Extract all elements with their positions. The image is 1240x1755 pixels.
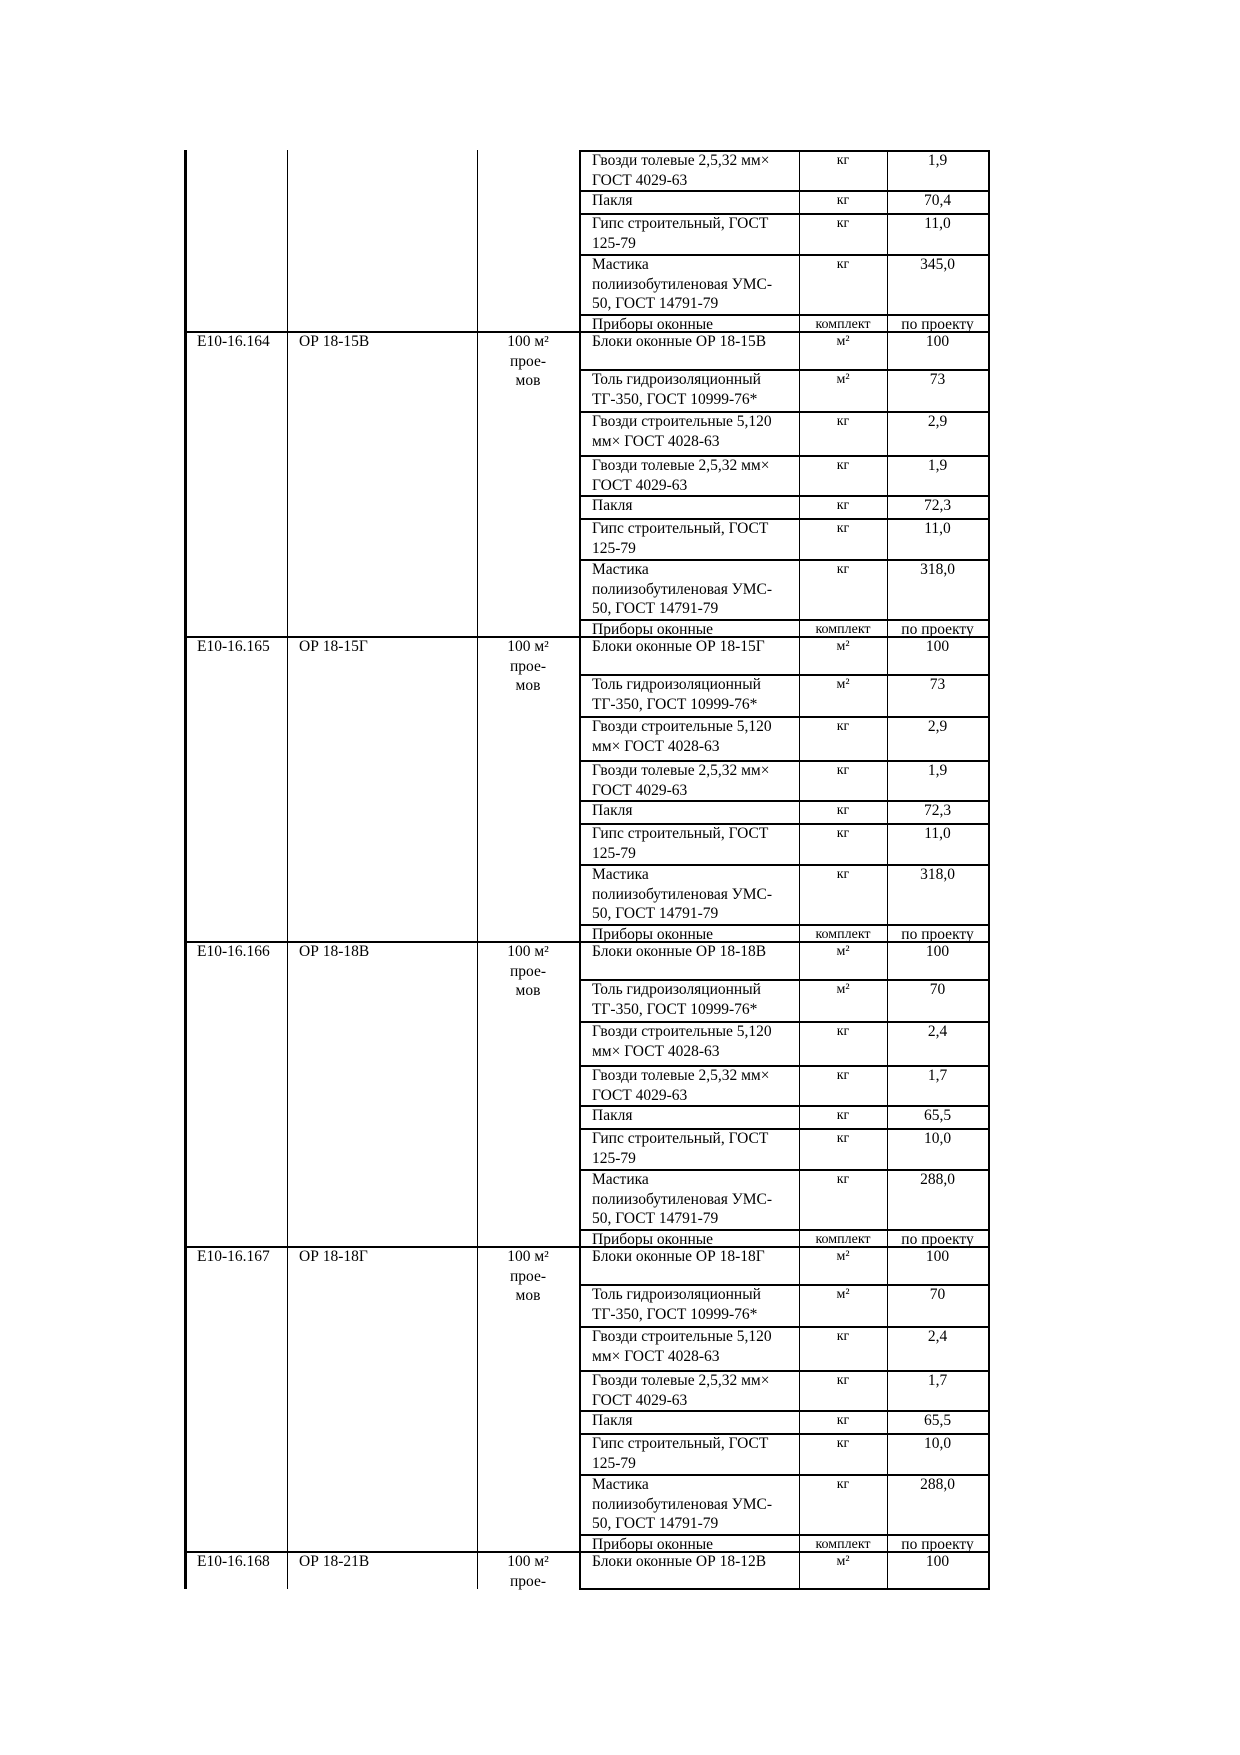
material-quantity: 11,0 <box>924 520 951 537</box>
material-name: Пакля <box>592 497 633 514</box>
material-name: Приборы оконные <box>592 1231 714 1248</box>
material-name: Гвозди толевые 2,5,32 мм× ГОСТ 4029-63 <box>592 152 770 189</box>
material-unit: м² <box>836 334 850 349</box>
material-quantity: 318,0 <box>920 561 955 578</box>
material-quantity: по проекту <box>901 926 974 943</box>
table-left-border <box>184 150 187 1589</box>
material-quantity: 1,9 <box>927 762 948 779</box>
norm-code: Е10-16.167 <box>197 1248 270 1265</box>
material-unit: кг <box>836 257 850 272</box>
material-name: Гвозди толевые 2,5,32 мм× ГОСТ 4029-63 <box>592 457 770 494</box>
material-name: Толь гидроизоляционный ТГ-350, ГОСТ 10999-76* <box>592 1286 761 1323</box>
material-unit: комплект <box>815 622 871 637</box>
unit-of-measure: 100 м² прое- мов <box>507 638 549 694</box>
material-name: Пакля <box>592 1107 633 1124</box>
material-unit: кг <box>836 521 850 536</box>
material-name: Пакля <box>592 192 633 209</box>
window-type: ОР 18-15Г <box>299 638 368 655</box>
material-quantity: 11,0 <box>924 825 951 842</box>
table-right-border <box>988 150 990 1589</box>
material-unit: комплект <box>815 1232 871 1247</box>
material-unit: кг <box>836 1477 850 1492</box>
material-name: Приборы оконные <box>592 316 714 333</box>
material-quantity: 2,9 <box>927 413 948 430</box>
column-divider <box>579 150 581 1589</box>
material-name: Гвозди толевые 2,5,32 мм× ГОСТ 4029-63 <box>592 1372 770 1409</box>
material-name: Гипс строительный, ГОСТ 125-79 <box>592 215 769 252</box>
material-unit: кг <box>836 153 850 168</box>
material-quantity: 1,9 <box>927 457 948 474</box>
material-quantity: 2,9 <box>927 718 948 735</box>
material-quantity: 288,0 <box>920 1171 955 1188</box>
material-unit: кг <box>836 1436 850 1451</box>
material-unit: кг <box>836 1108 850 1123</box>
material-name: Блоки оконные ОР 18-18Г <box>592 1248 765 1265</box>
material-name: Гипс строительный, ГОСТ 125-79 <box>592 520 769 557</box>
window-type: ОР 18-21В <box>299 1553 370 1570</box>
material-quantity: по проекту <box>901 316 974 333</box>
material-name: Приборы оконные <box>592 621 714 638</box>
window-type: ОР 18-18Г <box>299 1248 368 1265</box>
column-divider <box>287 150 288 1589</box>
material-unit: кг <box>836 1413 850 1428</box>
material-unit: кг <box>836 414 850 429</box>
material-name: Мастика полиизобутиленовая УМС- 50, ГОСТ 14791-79 <box>592 256 772 312</box>
material-name: Пакля <box>592 802 633 819</box>
material-name: Толь гидроизоляционный ТГ-350, ГОСТ 10999-76* <box>592 676 761 713</box>
material-name: Гвозди толевые 2,5,32 мм× ГОСТ 4029-63 <box>592 762 770 799</box>
material-name: Гвозди толевые 2,5,32 мм× ГОСТ 4029-63 <box>592 1067 770 1104</box>
material-quantity: 100 <box>925 333 950 350</box>
material-unit: м² <box>836 372 850 387</box>
window-type: ОР 18-18В <box>299 943 370 960</box>
table-bottom-border <box>579 1588 990 1590</box>
material-quantity: 318,0 <box>920 866 955 883</box>
material-unit: комплект <box>815 317 871 332</box>
material-name: Приборы оконные <box>592 1536 714 1553</box>
material-quantity: 73 <box>929 676 946 693</box>
material-name: Пакля <box>592 1412 633 1429</box>
material-unit: м² <box>836 639 850 654</box>
material-name: Блоки оконные ОР 18-15В <box>592 333 767 350</box>
material-quantity: 70 <box>929 1286 946 1303</box>
material-quantity: 100 <box>925 1553 950 1570</box>
material-quantity: 288,0 <box>920 1476 955 1493</box>
material-unit: кг <box>836 719 850 734</box>
material-quantity: по проекту <box>901 1536 974 1553</box>
unit-of-measure: 100 м² прое- <box>507 1553 549 1590</box>
material-quantity: 100 <box>925 1248 950 1265</box>
unit-of-measure: 100 м² прое- мов <box>507 1248 549 1304</box>
material-unit: кг <box>836 458 850 473</box>
material-name: Приборы оконные <box>592 926 714 943</box>
material-quantity: 65,5 <box>923 1412 952 1429</box>
norm-code: Е10-16.165 <box>197 638 270 655</box>
material-quantity: 11,0 <box>924 215 951 232</box>
material-unit: кг <box>836 1131 850 1146</box>
material-unit: комплект <box>815 1537 871 1552</box>
norm-code: Е10-16.166 <box>197 943 270 960</box>
material-quantity: 70 <box>929 981 946 998</box>
material-unit: комплект <box>815 927 871 942</box>
material-quantity: 100 <box>925 638 950 655</box>
unit-of-measure: 100 м² прое- мов <box>507 943 549 999</box>
material-quantity: 345,0 <box>920 256 955 273</box>
material-name: Гипс строительный, ГОСТ 125-79 <box>592 1435 769 1472</box>
material-name: Толь гидроизоляционный ТГ-350, ГОСТ 10999-76* <box>592 371 761 408</box>
material-name: Гвозди строительные 5,120 мм× ГОСТ 4028-63 <box>592 1328 772 1365</box>
material-quantity: 1,7 <box>927 1372 948 1389</box>
material-name: Блоки оконные ОР 18-15Г <box>592 638 765 655</box>
material-quantity: 2,4 <box>927 1328 948 1345</box>
material-quantity: 10,0 <box>923 1130 952 1147</box>
material-name: Гипс строительный, ГОСТ 125-79 <box>592 1130 769 1167</box>
material-quantity: по проекту <box>901 621 974 638</box>
material-quantity: 1,7 <box>927 1067 948 1084</box>
material-quantity: 1,9 <box>927 152 948 169</box>
unit-of-measure: 100 м² прое- мов <box>507 333 549 389</box>
material-name: Мастика полиизобутиленовая УМС- 50, ГОСТ 14791-79 <box>592 1476 772 1532</box>
material-name: Гвозди строительные 5,120 мм× ГОСТ 4028-63 <box>592 1023 772 1060</box>
material-unit: кг <box>836 803 850 818</box>
norm-code: Е10-16.164 <box>197 333 270 350</box>
norm-code: Е10-16.168 <box>197 1553 270 1570</box>
material-unit: м² <box>836 1249 850 1264</box>
material-name: Толь гидроизоляционный ТГ-350, ГОСТ 10999-76* <box>592 981 761 1018</box>
window-type: ОР 18-15В <box>299 333 370 350</box>
material-unit: м² <box>836 677 850 692</box>
material-quantity: 100 <box>925 943 950 960</box>
material-quantity: 65,5 <box>923 1107 952 1124</box>
material-quantity: 70,4 <box>923 192 952 209</box>
material-unit: кг <box>836 498 850 513</box>
material-quantity: 2,4 <box>927 1023 948 1040</box>
material-name: Гвозди строительные 5,120 мм× ГОСТ 4028-63 <box>592 413 772 450</box>
material-unit: кг <box>836 867 850 882</box>
material-unit: м² <box>836 944 850 959</box>
material-unit: м² <box>836 1554 850 1569</box>
material-name: Гипс строительный, ГОСТ 125-79 <box>592 825 769 862</box>
material-unit: кг <box>836 216 850 231</box>
material-quantity: 72,3 <box>923 497 952 514</box>
material-quantity: по проекту <box>901 1231 974 1248</box>
material-unit: кг <box>836 1373 850 1388</box>
material-unit: кг <box>836 1024 850 1039</box>
material-name: Мастика полиизобутиленовая УМС- 50, ГОСТ 14791-79 <box>592 561 772 617</box>
material-name: Мастика полиизобутиленовая УМС- 50, ГОСТ 14791-79 <box>592 1171 772 1227</box>
material-unit: кг <box>836 1172 850 1187</box>
material-name: Мастика полиизобутиленовая УМС- 50, ГОСТ 14791-79 <box>592 866 772 922</box>
material-unit: кг <box>836 1068 850 1083</box>
material-name: Гвозди строительные 5,120 мм× ГОСТ 4028-63 <box>592 718 772 755</box>
material-unit: кг <box>836 193 850 208</box>
material-name: Блоки оконные ОР 18-12В <box>592 1553 767 1570</box>
material-unit: кг <box>836 826 850 841</box>
material-unit: кг <box>836 562 850 577</box>
material-quantity: 10,0 <box>923 1435 952 1452</box>
material-name: Блоки оконные ОР 18-18В <box>592 943 767 960</box>
material-unit: кг <box>836 763 850 778</box>
material-quantity: 73 <box>929 371 946 388</box>
material-quantity: 72,3 <box>923 802 952 819</box>
material-unit: м² <box>836 982 850 997</box>
material-unit: кг <box>836 1329 850 1344</box>
material-unit: м² <box>836 1287 850 1302</box>
